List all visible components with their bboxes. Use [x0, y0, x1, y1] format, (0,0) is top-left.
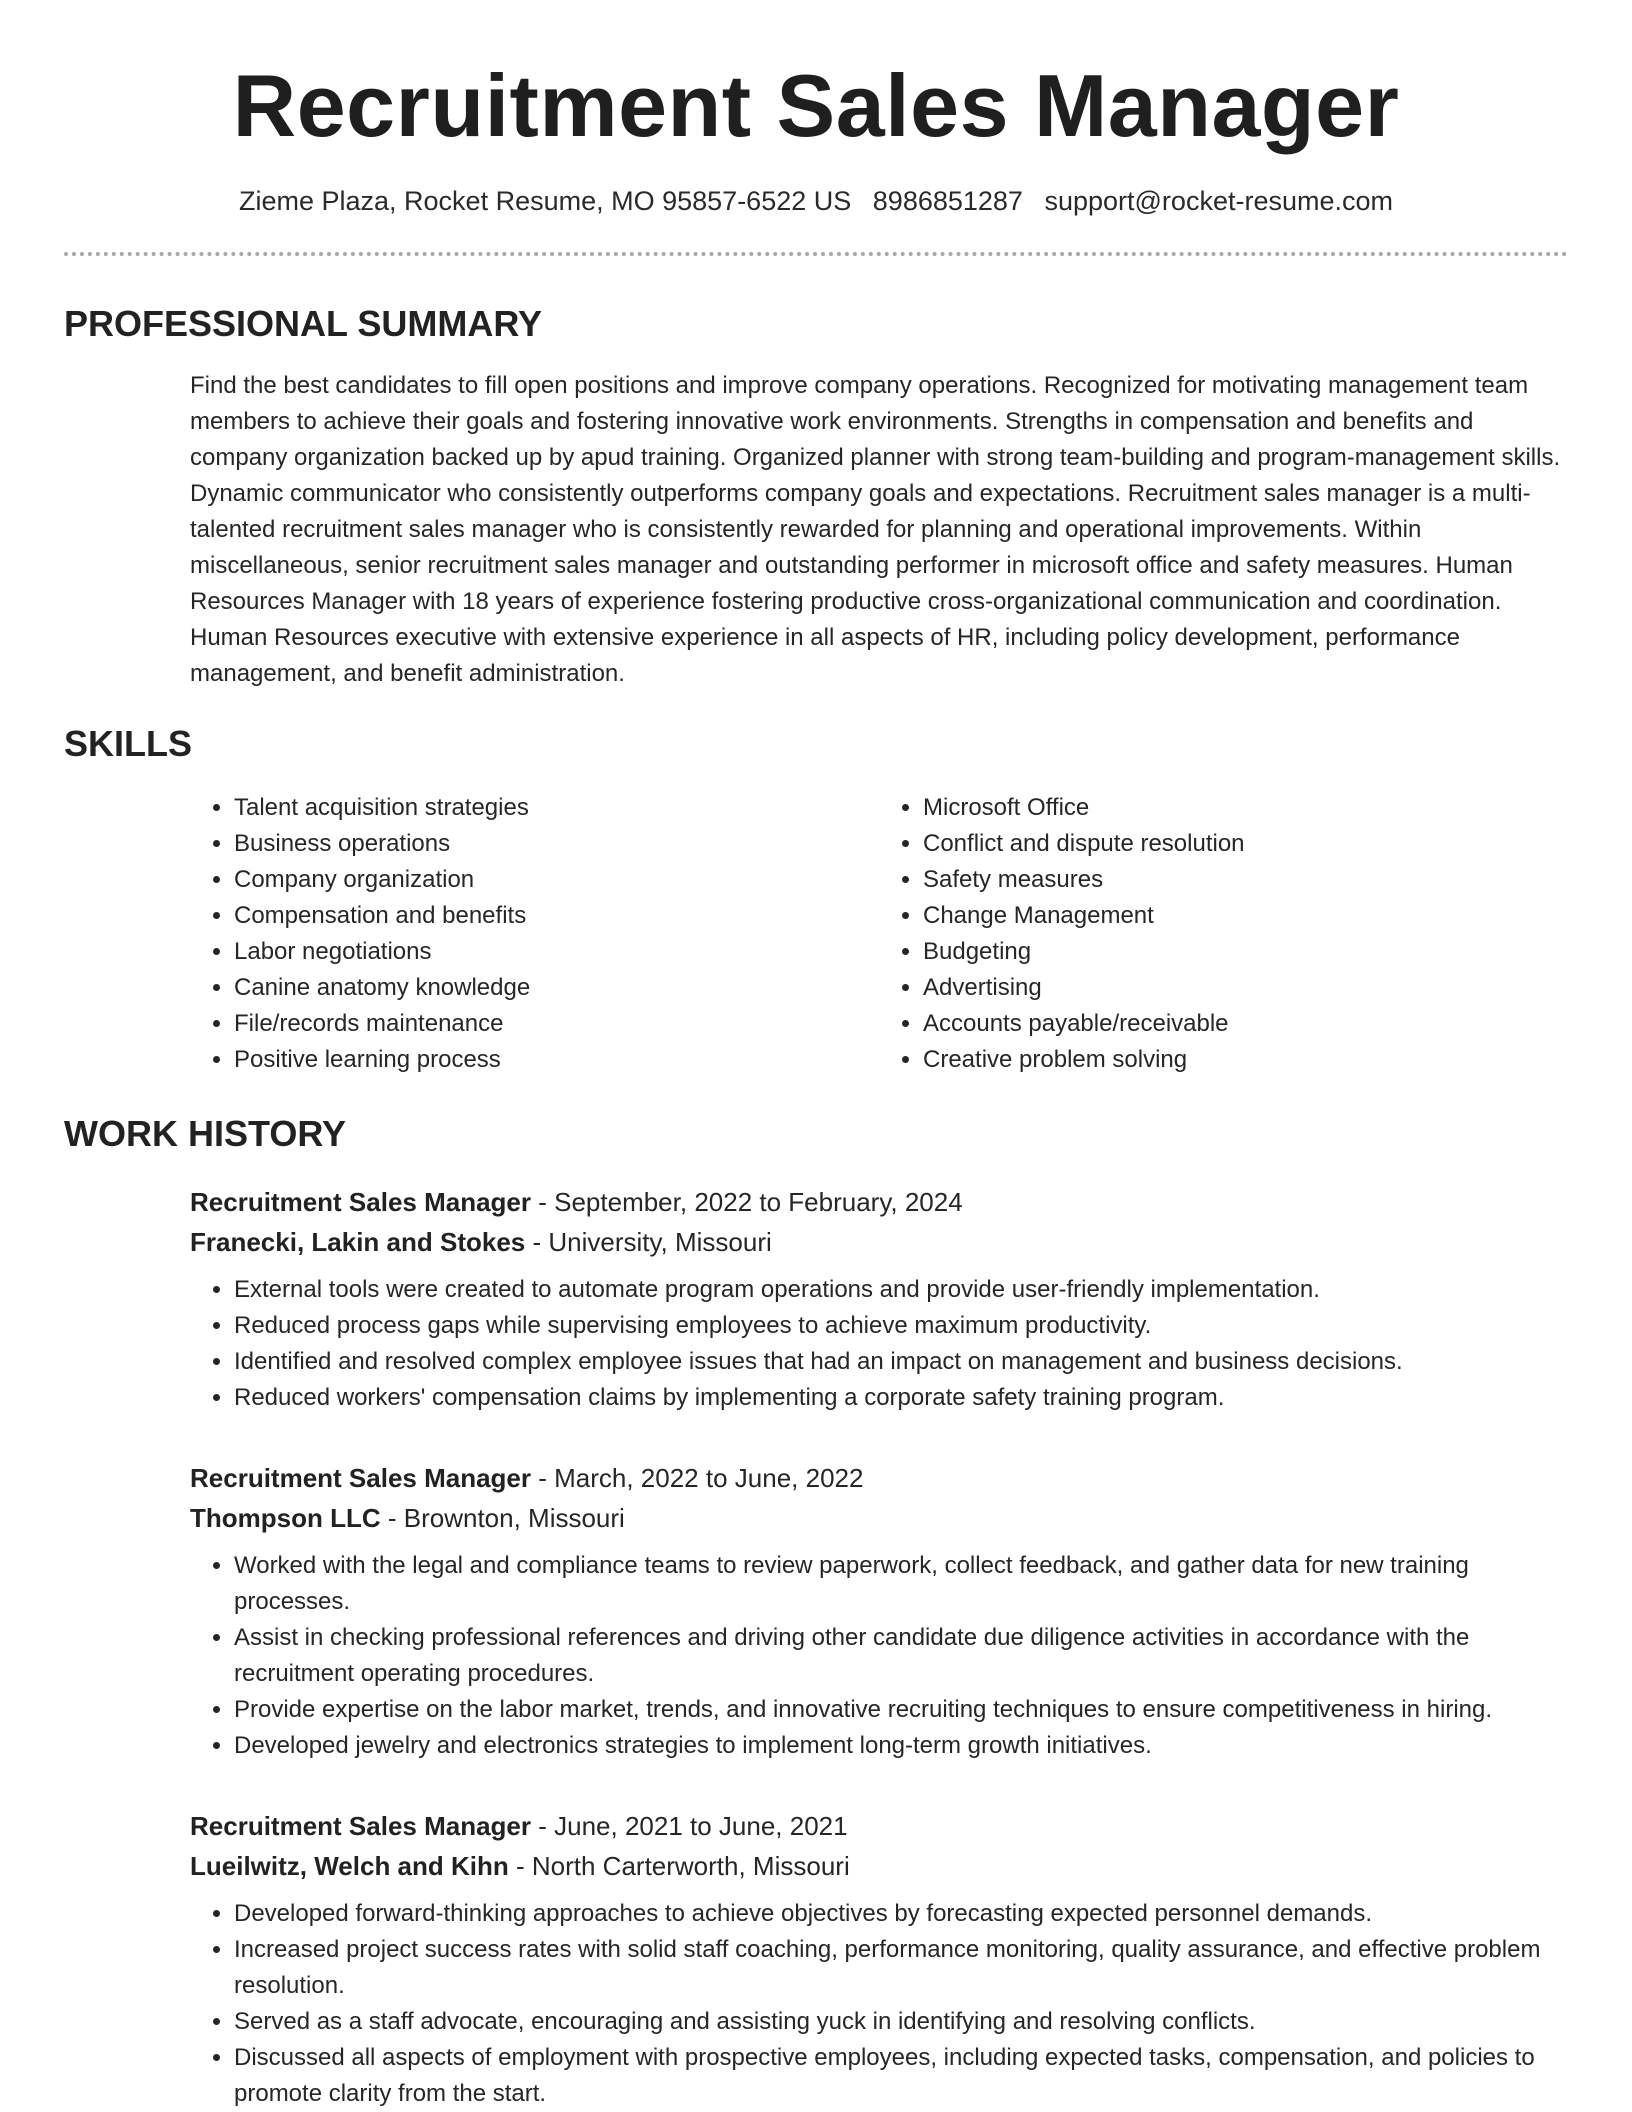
skill-item: • Accounts payable/receivable	[923, 1006, 1568, 1042]
skill-item: • Change Management	[923, 898, 1568, 934]
skill-item: • Advertising	[923, 970, 1568, 1006]
job-company: Franecki, Lakin and Stokes	[190, 1227, 526, 1257]
section-heading-summary: PROFESSIONAL SUMMARY	[64, 303, 543, 344]
skill-item: • Positive learning process	[234, 1042, 879, 1078]
skill-item: • Company organization	[234, 862, 879, 898]
resume-title: Recruitment Sales Manager	[232, 56, 1400, 155]
professional-summary-section	[64, 302, 1568, 692]
job-location: - North Carterworth, Missouri	[508, 1851, 850, 1881]
job-location: - University, Missouri	[525, 1227, 772, 1257]
job-dates: - June, 2021 to June, 2021	[531, 1811, 848, 1841]
job-entry	[190, 1458, 1568, 1764]
skills-section	[64, 722, 1568, 1078]
work-body	[190, 1182, 1568, 2112]
job-bullet-list	[190, 1896, 1568, 2112]
contact-line	[64, 184, 1568, 218]
skill-item: • Conflict and dispute resolution	[923, 826, 1568, 862]
skills-grid	[190, 790, 1568, 1078]
job-entry	[190, 1806, 1568, 2112]
skill-item: • Creative problem solving	[923, 1042, 1568, 1078]
job-company-line	[190, 1222, 1568, 1262]
skill-item: • Safety measures	[923, 862, 1568, 898]
skills-column-right	[879, 790, 1568, 1078]
job-title-line	[190, 1806, 1568, 1846]
section-heading-skills: SKILLS	[64, 723, 193, 764]
work-history-section	[64, 1112, 1568, 2112]
job-bullet-list	[190, 1272, 1568, 1416]
job-bullet-list	[190, 1548, 1568, 1764]
job-bullet: • Served as a staff advocate, encouraging and assisting yuck in identifying and resolving conflicts.	[234, 2004, 1568, 2040]
job-company: Thompson LLC	[190, 1503, 381, 1533]
contact-address: Zieme Plaza, Rocket Resume, MO 95857-6522 US	[238, 186, 852, 216]
job-bullet: • Provide expertise on the labor market, trends, and innovative recruiting techniques to ensure competitiveness in hiring.	[234, 1692, 1568, 1728]
job-title: Recruitment Sales Manager	[190, 1463, 532, 1493]
job-bullet: • Worked with the legal and compliance teams to review paperwork, collect feedback, and gather data for new training processes.	[234, 1548, 1568, 1620]
contact-phone: 8986851287	[872, 186, 1023, 216]
skill-item: • Labor negotiations	[234, 934, 879, 970]
skill-item: • Budgeting	[923, 934, 1568, 970]
skill-item: • File/records maintenance	[234, 1006, 879, 1042]
job-dates: - March, 2022 to June, 2022	[531, 1463, 864, 1493]
job-entry	[190, 1182, 1568, 1416]
job-title-line	[190, 1182, 1568, 1222]
skill-item: • Microsoft Office	[923, 790, 1568, 826]
skills-column-left	[190, 790, 879, 1078]
skills-body	[190, 790, 1568, 1078]
job-bullet: • Discussed all aspects of employment with prospective employees, including expected tasks, compensation, and policies to promote clarity from the start.	[234, 2040, 1568, 2112]
header-divider	[64, 252, 1568, 256]
skill-item: • Compensation and benefits	[234, 898, 879, 934]
job-bullet: • External tools were created to automate program operations and provide user-friendly implementation.	[234, 1272, 1568, 1308]
job-company-line	[190, 1498, 1568, 1538]
job-title: Recruitment Sales Manager	[190, 1187, 532, 1217]
skill-item: • Talent acquisition strategies	[234, 790, 879, 826]
summary-text: Find the best candidates to fill open positions and improve company operations. Recognized for motivating management team members to achieve their goals and fostering innovative work environments. Strengths in compensation and benefits and company organization backed up by apud training. Organized planner with strong team-building and program-management skills. Dynamic communicator who consistently outperforms company goals and expectations. Recruitment sales manager is a multi-talented recruitment sales manager who is consistently rewarded for planning and operational improvements. Within miscellaneous, senior recruitment sales manager and outstanding performer in microsoft office and safety measures. Human Resources Manager with 18 years of experience fostering productive cross-organizational communication and coordination. Human Resources executive with extensive experience in all aspects of HR, including policy development, performance management, and benefit administration.	[190, 372, 1561, 687]
job-bullet: • Increased project success rates with solid staff coaching, performance monitoring, quality assurance, and effective problem resolution.	[234, 1932, 1568, 2004]
job-bullet: • Developed forward-thinking approaches to achieve objectives by forecasting expected personnel demands.	[234, 1896, 1568, 1932]
job-bullet: • Reduced process gaps while supervising employees to achieve maximum productivity.	[234, 1308, 1568, 1344]
summary-body	[190, 368, 1568, 692]
job-company-line	[190, 1846, 1568, 1886]
skill-item: • Canine anatomy knowledge	[234, 970, 879, 1006]
section-heading-work: WORK HISTORY	[64, 1113, 347, 1154]
job-bullet: • Reduced workers' compensation claims by implementing a corporate safety training program.	[234, 1380, 1568, 1416]
job-bullet: • Identified and resolved complex employee issues that had an impact on management and business decisions.	[234, 1344, 1568, 1380]
job-company: Lueilwitz, Welch and Kihn	[190, 1851, 509, 1881]
job-location: - Brownton, Missouri	[380, 1503, 625, 1533]
job-dates: - September, 2022 to February, 2024	[531, 1187, 963, 1217]
job-bullet: • Developed jewelry and electronics strategies to implement long-term growth initiatives.	[234, 1728, 1568, 1764]
job-title: Recruitment Sales Manager	[190, 1811, 532, 1841]
job-title-line	[190, 1458, 1568, 1498]
contact-email: support@rocket-resume.com	[1044, 186, 1393, 216]
job-bullet: • Assist in checking professional references and driving other candidate due diligence activities in accordance with the recruitment operating procedures.	[234, 1620, 1568, 1692]
skill-item: • Business operations	[234, 826, 879, 862]
